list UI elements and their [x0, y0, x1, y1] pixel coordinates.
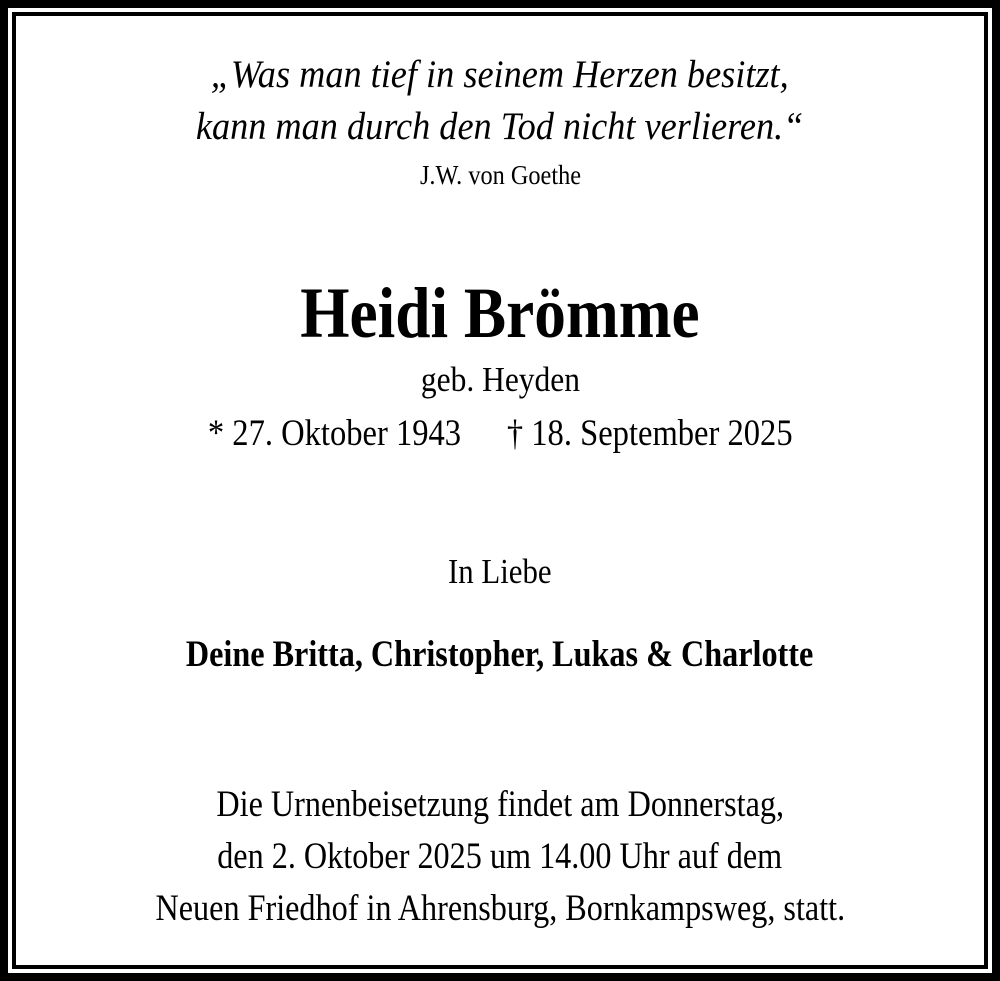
quote-line-1: „Was man tief in seinem Herzen besitzt, — [211, 53, 789, 96]
mourners-names: Deine Britta, Christopher, Lukas & Charlotte — [186, 634, 814, 675]
maiden-name: geb. Heyden — [420, 360, 580, 399]
birth-date: * 27. Oktober 1943 — [207, 413, 461, 454]
death-date: † 18. September 2025 — [506, 413, 793, 454]
quote-line-2: kann man durch den Tod nicht verlieren.“ — [196, 105, 804, 148]
in-love-text: In Liebe — [448, 552, 552, 591]
deceased-name: Heidi Brömme — [300, 273, 700, 353]
funeral-info-line-2: den 2. Oktober 2025 um 14.00 Uhr auf dem — [217, 836, 783, 877]
life-dates — [0, 412, 1000, 455]
quote-author: J.W. von Goethe — [419, 160, 581, 190]
funeral-info-line-1: Die Urnenbeisetzung findet am Donnerstag, — [216, 784, 784, 825]
funeral-info-line-3: Neuen Friedhof in Ahrensburg, Bornkampsweg, statt. — [155, 888, 845, 929]
